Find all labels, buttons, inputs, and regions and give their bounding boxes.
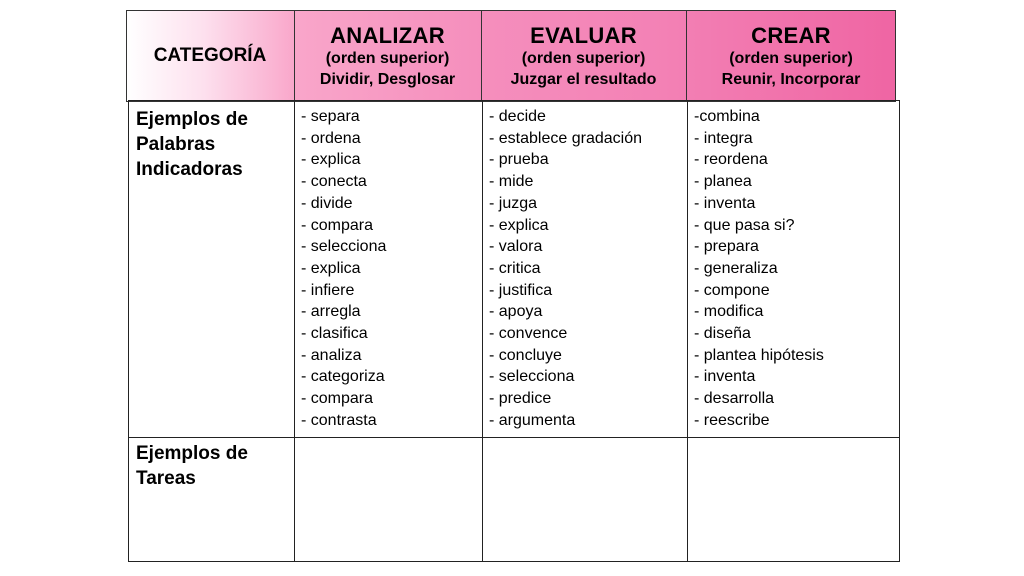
list-item: - selecciona [301, 238, 387, 256]
row-label-indicators [136, 107, 286, 182]
row-label-line: Ejemplos de [136, 109, 248, 130]
crear-word-list [694, 106, 824, 432]
list-item: - desarrolla [694, 390, 775, 408]
list-item: - diseña [694, 325, 751, 343]
list-item: - plantea hipótesis [694, 346, 824, 364]
row-label-line: Tareas [136, 468, 196, 489]
list-item: - juzga [489, 194, 538, 212]
list-item: - conecta [301, 173, 367, 191]
list-item: - reordena [694, 151, 768, 169]
list-item: - compara [301, 216, 374, 234]
list-item: - explica [301, 151, 361, 169]
list-item: - convence [489, 325, 568, 343]
evaluar-tasks-cell [483, 438, 686, 561]
row-label-line: Palabras [136, 134, 216, 155]
list-item: - selecciona [489, 368, 575, 386]
list-item: - compone [694, 281, 770, 299]
header-analizar [294, 10, 481, 102]
list-item: - generaliza [694, 259, 778, 277]
row-label-line: Ejemplos de [136, 443, 248, 464]
category-label: CATEGORÍA [153, 45, 267, 66]
evaluar-word-list [489, 106, 642, 432]
list-item: - integra [694, 129, 753, 147]
list-item: - valora [489, 238, 543, 256]
list-item: - justifica [489, 281, 553, 299]
list-item: - contrasta [301, 411, 377, 429]
crear-tasks-cell [688, 438, 898, 561]
column-title: EVALUAR [530, 22, 637, 48]
list-item: - inventa [694, 368, 756, 386]
list-item: - prepara [694, 238, 759, 256]
list-item: - modifica [694, 303, 764, 321]
list-item: - que pasa si? [694, 216, 795, 234]
list-item: - establece gradación [489, 129, 642, 147]
analizar-word-list [301, 106, 386, 432]
row-label-line: Indicadoras [136, 159, 243, 180]
category-header [126, 10, 294, 102]
column-title: ANALIZAR [330, 22, 445, 48]
list-item: - arregla [301, 303, 361, 321]
list-item: - reescribe [694, 411, 770, 429]
analizar-tasks-cell [295, 438, 481, 561]
header-crear [686, 10, 896, 102]
list-item: - planea [694, 173, 752, 191]
list-item: -combina [694, 108, 760, 125]
list-item: - apoya [489, 303, 543, 321]
list-item: - divide [301, 194, 353, 212]
column-detail: Dividir, Desglosar [319, 70, 456, 88]
list-item: - separa [301, 108, 360, 125]
column-subtitle: (orden superior) [325, 49, 450, 67]
list-item: - infiere [301, 281, 355, 299]
column-detail: Reunir, Incorporar [721, 70, 861, 88]
row-label-tasks [136, 441, 286, 491]
list-item: - predice [489, 390, 552, 408]
list-item: - compara [301, 390, 374, 408]
list-item: - analiza [301, 346, 362, 364]
list-item: - explica [301, 259, 361, 277]
list-item: - concluye [489, 346, 562, 364]
list-item: - critica [489, 259, 541, 277]
column-subtitle: (orden superior) [521, 49, 646, 67]
column-title: CREAR [751, 22, 831, 48]
list-item: - ordena [301, 129, 361, 147]
list-item: - inventa [694, 194, 756, 212]
list-item: - explica [489, 216, 549, 234]
list-item: - decide [489, 108, 546, 125]
column-subtitle: (orden superior) [729, 49, 853, 67]
list-item: - argumenta [489, 411, 576, 429]
list-item: - mide [489, 173, 534, 191]
list-item: - prueba [489, 151, 549, 169]
list-item: - categoriza [301, 368, 385, 386]
header-evaluar [481, 10, 686, 102]
column-detail: Juzgar el resultado [510, 70, 657, 88]
list-item: - clasifica [301, 325, 368, 343]
